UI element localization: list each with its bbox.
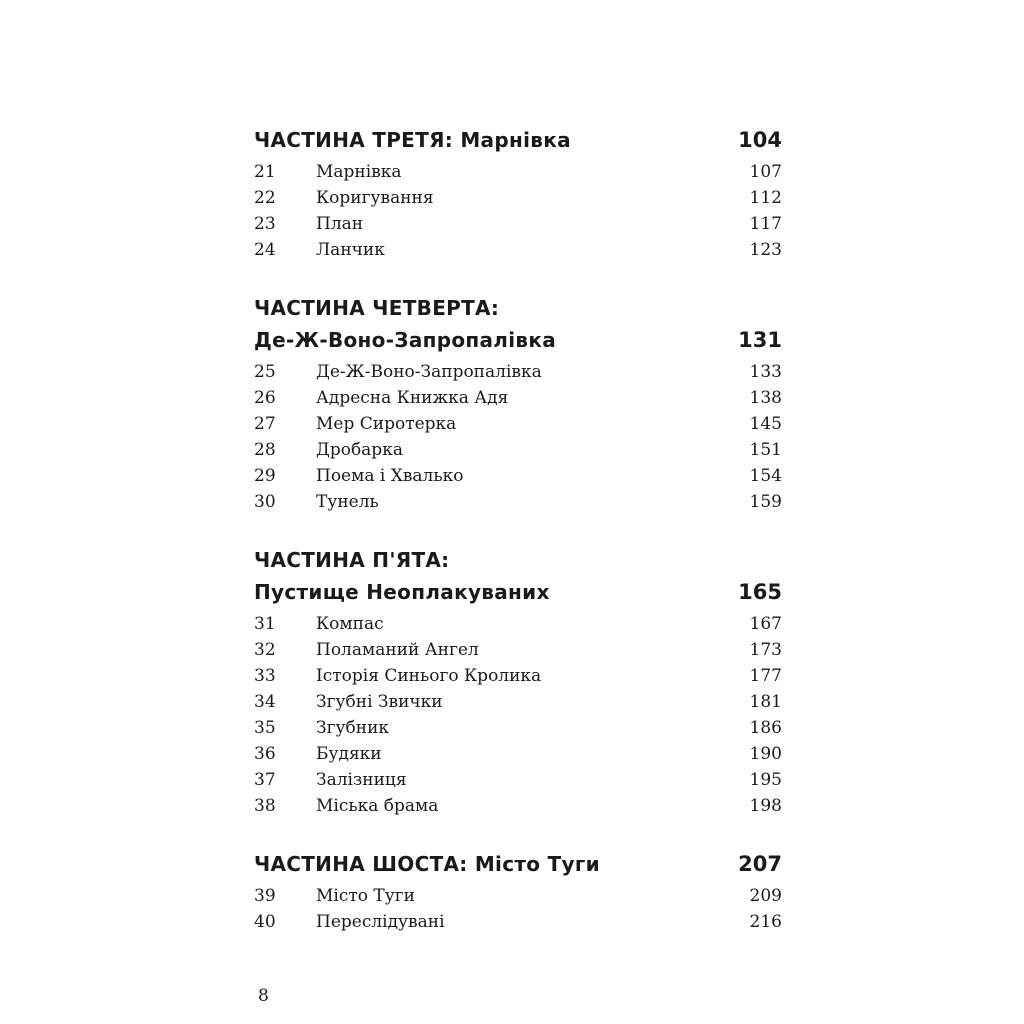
chapter-page-number: 177 (749, 666, 782, 686)
chapter-page-number: 138 (749, 388, 782, 408)
toc-part (254, 296, 782, 518)
chapter-title: Міська брама (316, 796, 439, 816)
chapter-entry (254, 492, 782, 518)
part-title: ЧАСТИНА ШОСТА: Місто Туги (254, 852, 600, 876)
chapter-title: Коригування (316, 188, 434, 208)
table-of-contents (254, 128, 782, 938)
chapter-entry (254, 440, 782, 466)
chapter-entry (254, 886, 782, 912)
chapter-title: Згубник (316, 718, 390, 738)
chapter-title: Адресна Книжка Адя (316, 388, 509, 408)
chapter-title: Поема і Хвалько (316, 466, 464, 486)
chapter-page-number: 145 (749, 414, 782, 434)
chapter-page-number: 173 (749, 640, 782, 660)
chapter-entry (254, 912, 782, 938)
chapter-page-number: 151 (749, 440, 782, 460)
chapter-number: 38 (254, 796, 276, 816)
chapter-number: 23 (254, 214, 276, 234)
chapter-entry (254, 718, 782, 744)
chapter-title: Компас (316, 614, 384, 634)
chapter-title: Місто Туги (316, 886, 415, 906)
chapter-entry (254, 414, 782, 440)
part-heading (254, 296, 782, 328)
chapter-number: 34 (254, 692, 276, 712)
page-number: 8 (258, 986, 269, 1006)
chapter-number: 24 (254, 240, 276, 260)
chapter-page-number: 209 (749, 886, 782, 906)
chapter-page-number: 133 (749, 362, 782, 382)
chapter-number: 32 (254, 640, 276, 660)
chapter-title: Де-Ж-Воно-Запропалівка (316, 362, 542, 382)
part-page-number: 104 (738, 128, 782, 152)
chapter-number: 35 (254, 718, 276, 738)
chapter-entry (254, 614, 782, 640)
chapter-entry (254, 388, 782, 414)
chapter-title: Згубні Звички (316, 692, 443, 712)
chapter-title: Будяки (316, 744, 382, 764)
part-title: ЧАСТИНА ТРЕТЯ: Марнівка (254, 128, 571, 152)
part-heading (254, 328, 782, 362)
chapter-entry (254, 240, 782, 266)
chapter-entry (254, 162, 782, 188)
part-title: Де-Ж-Воно-Запропалівка (254, 328, 557, 352)
chapter-number: 21 (254, 162, 276, 182)
chapter-number: 31 (254, 614, 276, 634)
chapter-entry (254, 188, 782, 214)
chapter-entry (254, 214, 782, 240)
chapter-page-number: 159 (749, 492, 782, 512)
chapter-number: 36 (254, 744, 276, 764)
chapter-title: Дробарка (316, 440, 403, 460)
chapter-number: 25 (254, 362, 276, 382)
chapter-number: 33 (254, 666, 276, 686)
part-page-number: 131 (738, 328, 782, 352)
chapter-page-number: 186 (749, 718, 782, 738)
part-page-number: 207 (738, 852, 782, 876)
chapter-title: Історія Синього Кролика (316, 666, 542, 686)
chapter-number: 26 (254, 388, 276, 408)
part-page-number: 165 (738, 580, 782, 604)
chapter-entry (254, 692, 782, 718)
chapter-number: 29 (254, 466, 276, 486)
part-title: ЧАСТИНА П'ЯТА: (254, 548, 450, 572)
chapter-page-number: 107 (749, 162, 782, 182)
chapter-number: 22 (254, 188, 276, 208)
chapter-number: 39 (254, 886, 276, 906)
chapter-page-number: 117 (749, 214, 782, 234)
part-heading (254, 128, 782, 162)
chapter-entry (254, 770, 782, 796)
part-title: Пустище Неоплакуваних (254, 580, 550, 604)
chapter-title: Тунель (316, 492, 379, 512)
chapter-title: План (316, 214, 364, 234)
chapter-page-number: 167 (749, 614, 782, 634)
chapter-title: Залізниця (316, 770, 407, 790)
chapter-page-number: 123 (749, 240, 782, 260)
chapter-number: 27 (254, 414, 276, 434)
chapter-page-number: 112 (749, 188, 782, 208)
chapter-number: 30 (254, 492, 276, 512)
part-title: ЧАСТИНА ЧЕТВЕРТА: (254, 296, 500, 320)
chapter-entry (254, 744, 782, 770)
chapter-title: Ланчик (316, 240, 385, 260)
part-heading (254, 548, 782, 580)
chapter-number: 37 (254, 770, 276, 790)
chapter-page-number: 195 (749, 770, 782, 790)
chapter-number: 28 (254, 440, 276, 460)
chapter-title: Поламаний Ангел (316, 640, 479, 660)
part-heading (254, 580, 782, 614)
chapter-title: Переслідувані (316, 912, 445, 932)
chapter-page-number: 154 (749, 466, 782, 486)
toc-part (254, 128, 782, 266)
part-heading (254, 852, 782, 886)
chapter-entry (254, 466, 782, 492)
chapter-page-number: 190 (749, 744, 782, 764)
chapter-number: 40 (254, 912, 276, 932)
chapter-title: Мер Сиротерка (316, 414, 457, 434)
chapter-page-number: 216 (749, 912, 782, 932)
chapter-page-number: 198 (749, 796, 782, 816)
toc-part (254, 548, 782, 822)
chapter-title: Марнівка (316, 162, 402, 182)
chapter-entry (254, 362, 782, 388)
chapter-entry (254, 640, 782, 666)
toc-part (254, 852, 782, 938)
chapter-page-number: 181 (749, 692, 782, 712)
chapter-entry (254, 666, 782, 692)
chapter-entry (254, 796, 782, 822)
